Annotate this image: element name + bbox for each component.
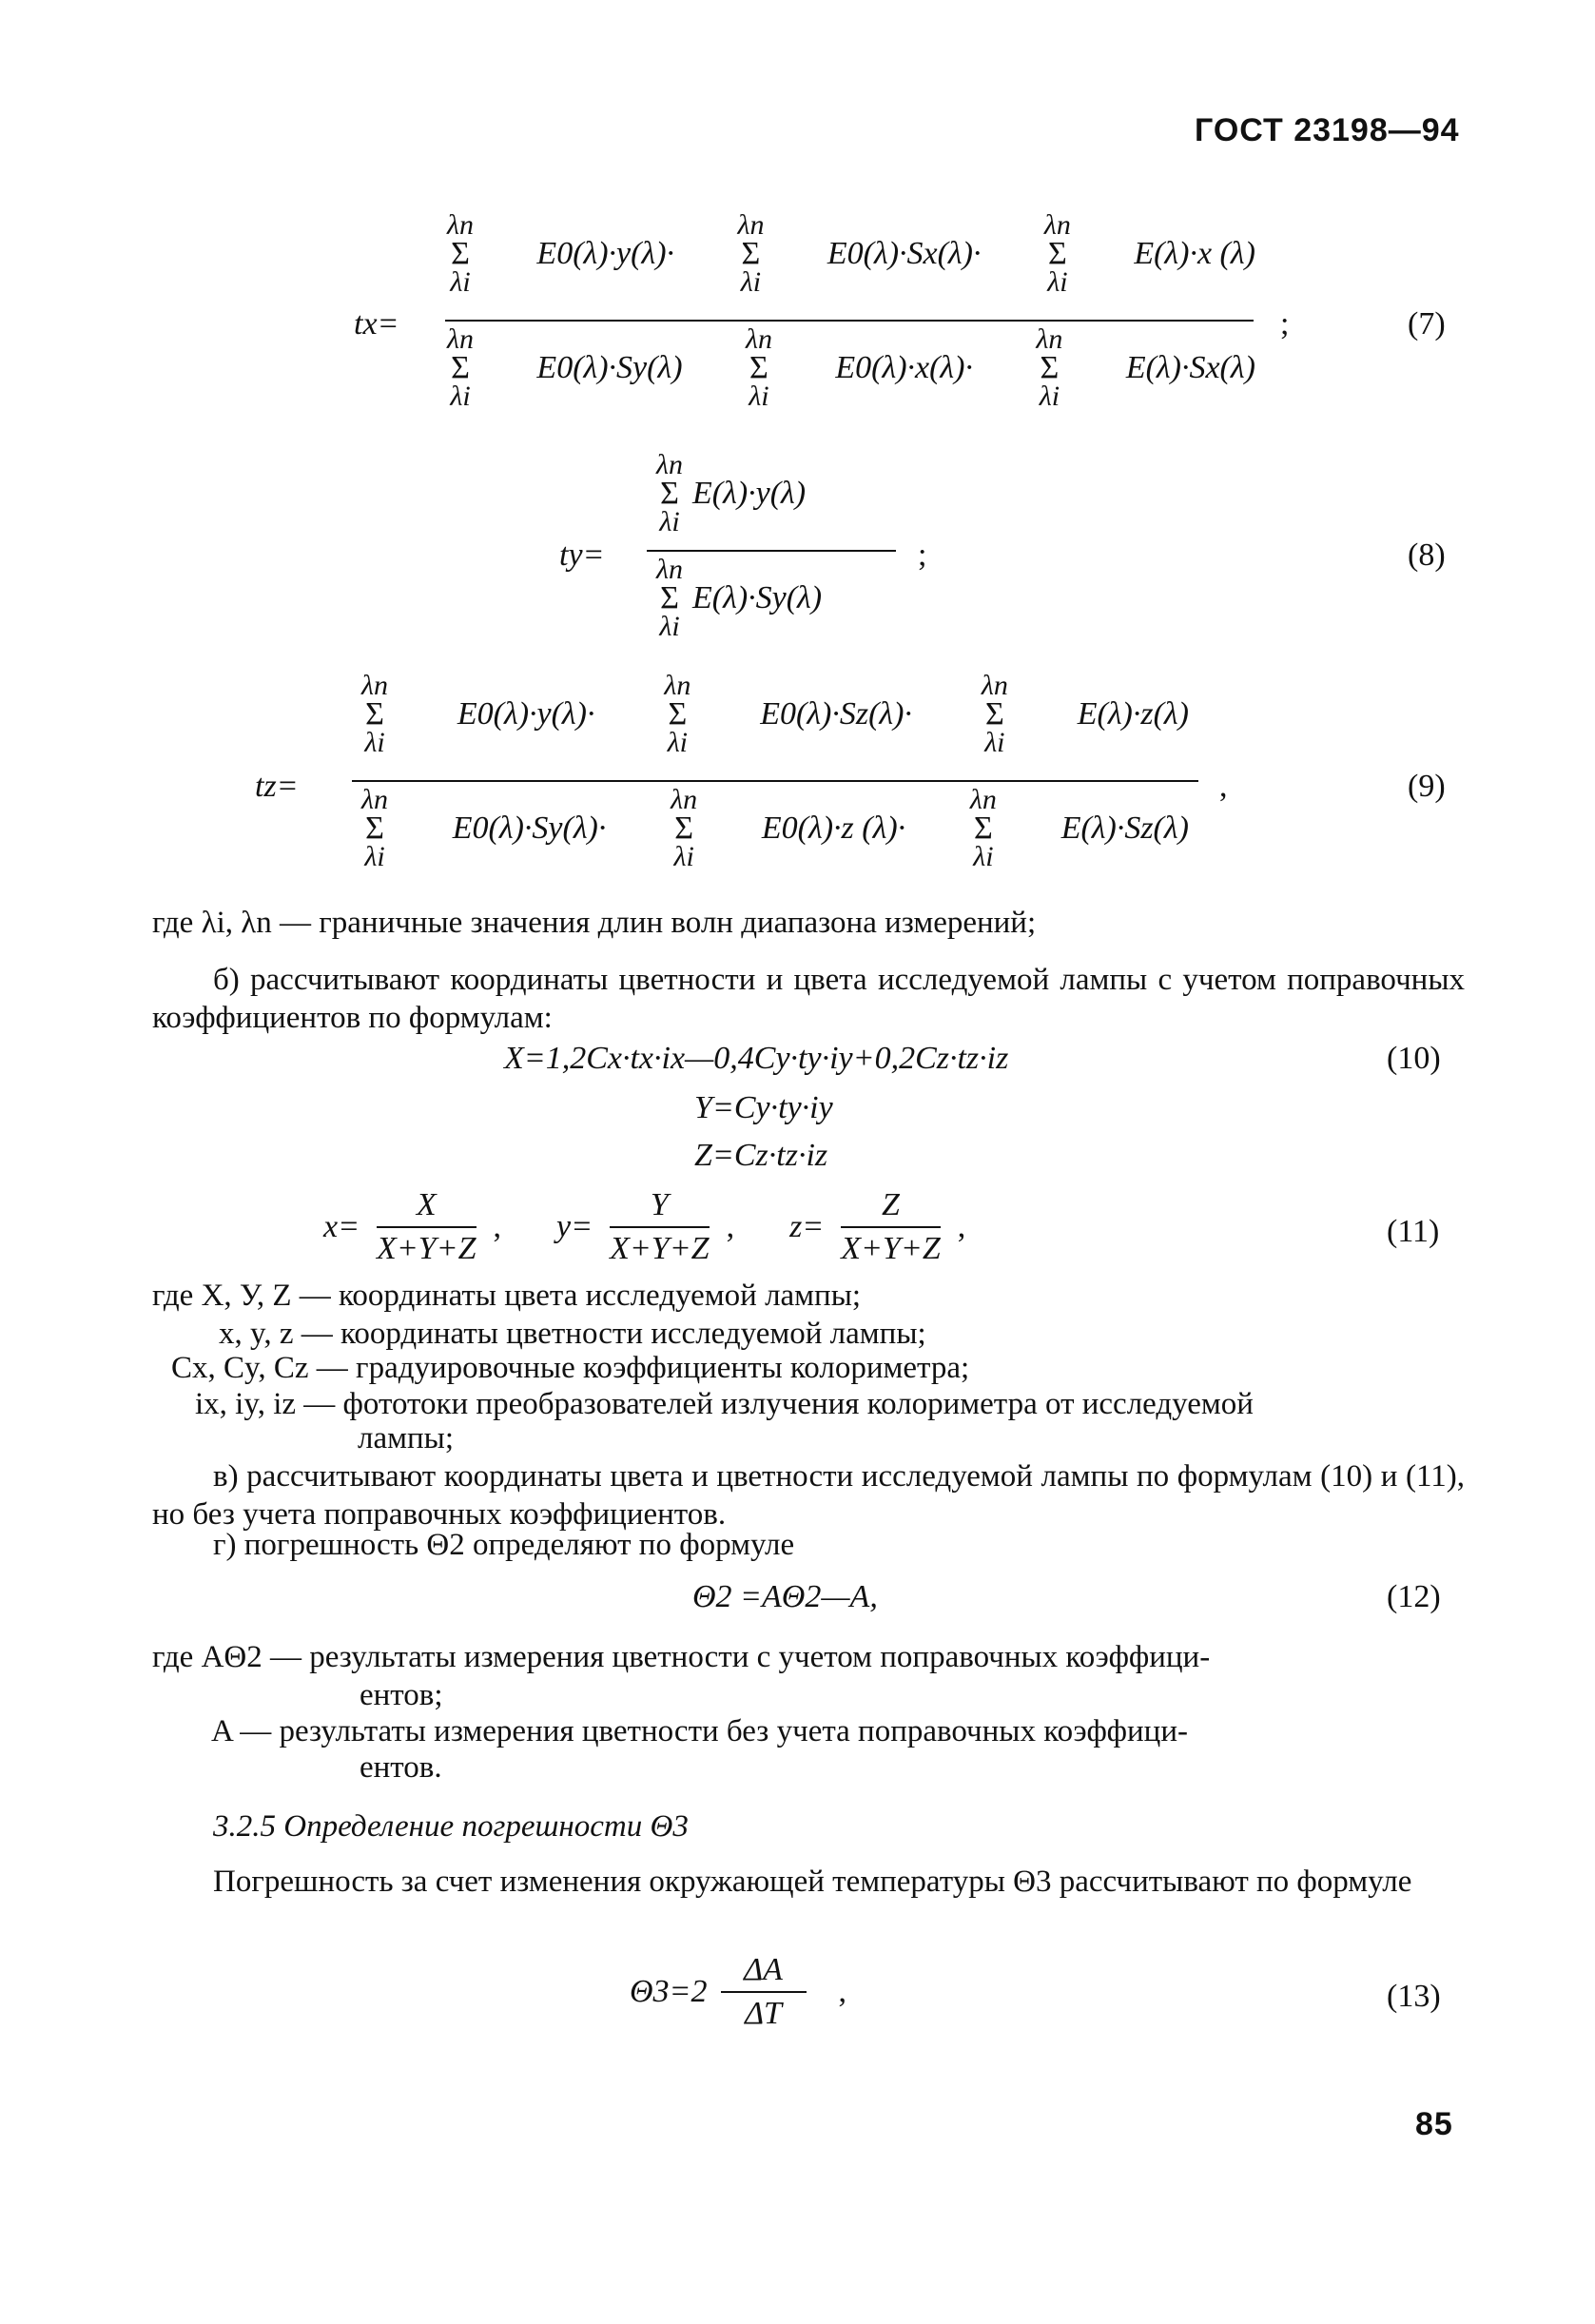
sigma-limits: λn Σ λi: [361, 670, 388, 758]
sigma-limits: λn Σ λi: [447, 209, 474, 298]
eq9-numerator: [361, 672, 1189, 757]
eq8-lhs: ty=: [559, 537, 605, 573]
eq13-number: (13): [1387, 1979, 1441, 2014]
sigma-limits: λn Σ λi: [737, 209, 765, 298]
eq7-punct: ;: [1280, 306, 1290, 342]
definition-a-theta: где AΘ2 — результаты измерения цветности с учетом поправочных коэффици-: [152, 1640, 1211, 1674]
eq8-punct: ;: [918, 537, 927, 573]
sigma-limits: λn Σ λi: [664, 670, 691, 758]
eq10-line3: Z=Cz·tz·iz: [694, 1138, 828, 1173]
definition-xyz: где X, У, Z — координаты цвета исследуемой лампы;: [152, 1279, 862, 1313]
eq10-number: (10): [1387, 1041, 1441, 1076]
eq11-y-frac: $\frac{Y}{X+Y+Z}$: [610, 1187, 710, 1266]
eq9-num-term2: E0(λ)·Sz(λ)·: [760, 696, 912, 732]
sigma-limits: λn Σ λi: [1036, 323, 1063, 412]
paragraph-range: где λi, λn — граничные значения длин волн диапазона измерений;: [152, 906, 1037, 940]
eq11-x-lhs: x=: [323, 1209, 360, 1244]
definition-a: A — результаты измерения цветности без учета поправочных коэффици-: [211, 1714, 1188, 1748]
eq9-num-term3: E(λ)·z(λ): [1077, 696, 1189, 732]
eq7-number: (7): [1408, 306, 1446, 342]
eq9-num-term1: E0(λ)·y(λ)·: [457, 696, 595, 732]
paragraph-b: б) рассчитывают координаты цветности и цвета исследуемой лампы с учетом поправочных коэффициентов по формулам:: [152, 963, 1465, 1035]
paragraph-theta3: Погрешность за счет изменения окружающей температуры Θ3 рассчитывают по формуле: [213, 1865, 1412, 1899]
sigma-limits: λn Σ λi: [745, 323, 772, 412]
eq9-number: (9): [1408, 769, 1446, 804]
eq9-punct: ,: [1219, 769, 1228, 804]
eq11-z-lhs: z=: [789, 1209, 825, 1244]
eq11-x-frac: $\frac{X}{X+Y+Z}$: [377, 1187, 477, 1266]
eq7-denominator: [447, 325, 1255, 411]
section-heading: 3.2.5 Определение погрешности Θ3: [213, 1809, 689, 1844]
sigma-limits: λn Σ λi: [1043, 209, 1071, 298]
eq11-z-frac: $\frac{Z}{X+Y+Z}$: [841, 1187, 941, 1266]
eq7-den-term3: E(λ)·Sx(λ): [1125, 350, 1255, 385]
eq11-sep3: ,: [957, 1209, 966, 1244]
eq8-den-term: E(λ)·Sy(λ): [692, 580, 823, 615]
definition-currents: ix, iy, iz — фототоки преобразователей излучения колориметра от исследуемой: [195, 1387, 1254, 1421]
eq8-num-term: E(λ)·y(λ): [692, 476, 807, 511]
sigma-limits: λn Σ λi: [981, 670, 1008, 758]
eq7-den-term1: E0(λ)·Sy(λ): [536, 350, 683, 385]
paragraph-v: в) рассчитывают координаты цвета и цветности исследуемой лампы по формулам (10) и (11), но без учета поправочных коэффициентов.: [152, 1459, 1465, 1532]
definition-a-theta-cont: ентов;: [360, 1678, 443, 1712]
eq9-den-term3: E(λ)·Sz(λ): [1060, 810, 1189, 846]
eq8-denominator: [656, 556, 822, 641]
definition-currents-cont: лампы;: [358, 1421, 454, 1455]
definition-coeffs: Cx, Cy, Cz — градуировочные коэффициенты колориметра;: [171, 1351, 970, 1385]
eq13: [630, 1952, 846, 2032]
eq13-frac: $\frac{\Delta A}{\Delta T}$: [721, 1952, 807, 2032]
document-header: ГОСТ 23198—94: [1195, 112, 1460, 148]
eq8-number: (8): [1408, 537, 1446, 573]
eq9-fraction-bar: [352, 780, 1198, 782]
eq12: Θ2 =AΘ2—A,: [692, 1579, 878, 1614]
sigma-limits: λn Σ λi: [656, 554, 683, 642]
eq9-den-term1: E0(λ)·Sy(λ)·: [452, 810, 607, 846]
definition-chroma: x, y, z — координаты цветности исследуемой лампы;: [219, 1317, 926, 1351]
sigma-limits: λn Σ λi: [969, 784, 997, 872]
eq12-number: (12): [1387, 1579, 1441, 1614]
eq13-lhs: Θ3=2: [630, 1974, 708, 2009]
sigma-limits: λn Σ λi: [656, 449, 683, 537]
eq7-num-term3: E(λ)·x (λ): [1134, 236, 1255, 271]
eq9-den-term2: E0(λ)·z (λ)·: [761, 810, 906, 846]
definition-a-cont: ентов.: [360, 1750, 442, 1785]
eq11-y-lhs: y=: [556, 1209, 593, 1244]
eq11-number: (11): [1387, 1214, 1440, 1249]
eq11-sep1: ,: [493, 1209, 502, 1244]
eq10-line2: Y=Cy·ty·iy: [694, 1090, 833, 1125]
eq7-numerator: [447, 211, 1255, 297]
page-number: 85: [1415, 2106, 1453, 2142]
eq7-fraction-bar: [445, 320, 1254, 322]
paragraph-g: г) погрешность Θ2 определяют по формуле: [213, 1528, 795, 1562]
eq8-fraction-bar: [647, 550, 896, 552]
eq10-line1: X=1,2Cx·tx·ix—0,4Cy·ty·iy+0,2Cz·tz·iz: [504, 1041, 1009, 1076]
eq8-numerator: [656, 451, 806, 537]
sigma-limits: λn Σ λi: [447, 323, 474, 412]
eq9-lhs: tz=: [255, 769, 299, 804]
eq7-num-term1: E0(λ)·y(λ)·: [536, 236, 675, 271]
eq9-denominator: [361, 786, 1189, 871]
eq7-lhs: tx=: [354, 306, 399, 342]
sigma-limits: λn Σ λi: [671, 784, 698, 872]
eq7-den-term2: E0(λ)·x(λ)·: [835, 350, 973, 385]
eq11-sep2: ,: [726, 1209, 735, 1244]
sigma-limits: λn Σ λi: [361, 784, 388, 872]
eq13-punct: ,: [838, 1974, 846, 2009]
eq7-num-term2: E0(λ)·Sx(λ)·: [827, 236, 982, 271]
eq11: [323, 1187, 1217, 1267]
